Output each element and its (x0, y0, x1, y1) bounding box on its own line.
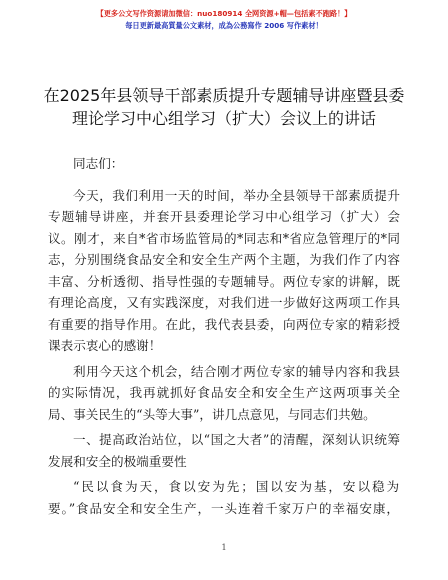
promo-banner-line-2: 每日更新最高質量公文素材，成為公務寫作 2006 写作素材！ (125, 21, 323, 30)
document-body (48, 153, 400, 523)
salutation: 同志们： (73, 156, 124, 171)
body-paragraph: 今天，我们利用一天的时间，举办全县领导干部素质提升专题辅导讲座，并套开县委理论学习中心组学习（扩大）会议。刚才，来自*省市场监管局的*同志和*省应急管理厅的*同志，分别围绕食品安全和安全生产两个主题，为我们作了内容丰富、分析透彻、指导性强的专题辅导。两位专家的讲解，既有理论高度，又有实践深度，对我们进一步做好这两项工作具有重要的指导作用。在此，我代表县委，向两位专家的精彩授课表示衷心的感谢！ (48, 187, 400, 353)
body-paragraph: 利用今天这个机会，结合刚才两位专家的辅导内容和我县的实际情况，我再就抓好食品安全和安全生产这两项事关全局、事关民生的“头等大事”，讲几点意见，与同志们共勉。 (48, 363, 400, 422)
promo-banner-line-1: 【更多公文写作资源请加微信：nuo180914 全网资源+帽—包括素不跑路！】 (96, 9, 352, 18)
body-paragraph: “民以食为天，食以安为先；国以安为基，安以稳为要。”食品安全和安全生产，一头连着千家万户的幸福安康， (48, 479, 400, 516)
section-heading: 一、提高政治站位，以“国之大者”的清醒，深刻认识统筹发展和安全的极端重要性 (48, 432, 400, 469)
promo-banner (0, 8, 448, 32)
page-number: 1 (221, 543, 227, 552)
document-title: 在2025年县领导干部素质提升专题辅导讲座暨县委理论学习中心组学习（扩大）会议上的讲话 (43, 86, 405, 128)
